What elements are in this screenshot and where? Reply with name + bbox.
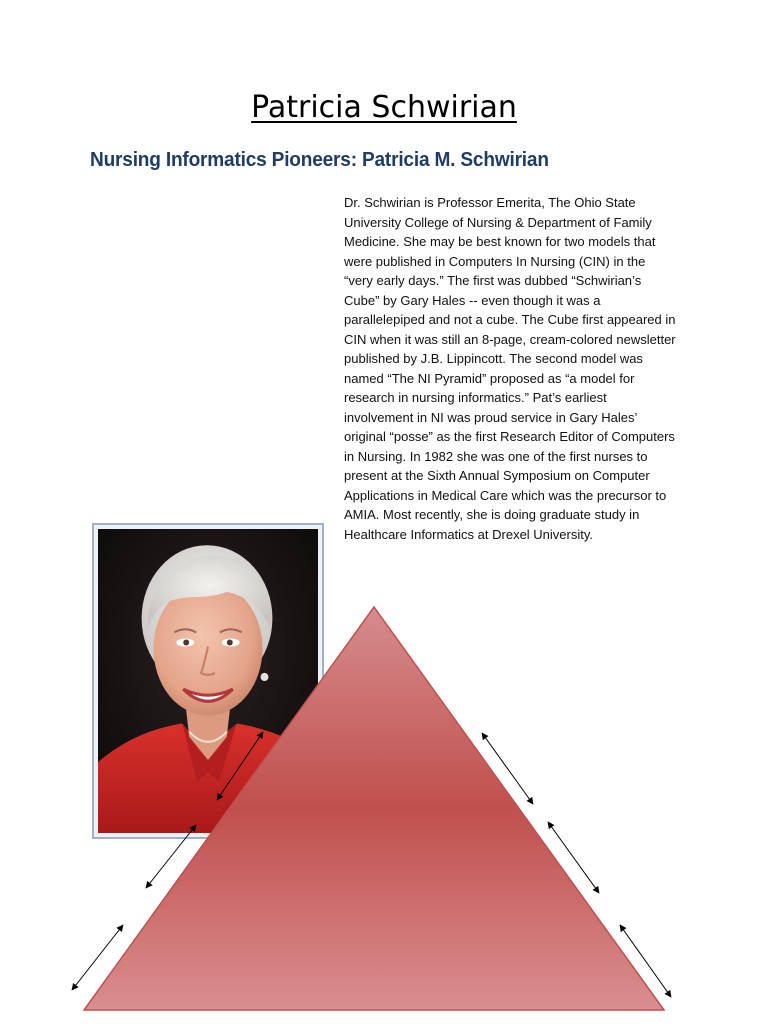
page-title: Patricia Schwirian	[251, 90, 517, 125]
article-subtitle: Nursing Informatics Pioneers: Patricia M. Schwirian	[90, 148, 549, 171]
biography-text: Dr. Schwirian is Professor Emerita, The Ohio State University College of Nursing & Department of Family Medicine. She may be best known for two models that were published in Computers In Nursing (CIN) in the “very early days.” The first was dubbed “Schwirian’s Cube” by Gary Hales -- even though it was a parallelepiped and not a cube. The Cube first appeared in CIN when it was still an 8-page, cream-colored newsletter published by J.B. Lippincott. The second model was named “The NI Pyramid” proposed as “a model for research in nursing informatics.” Pat’s earliest involvement in NI was proud service in Gary Hales’ original “posse” as the first Research Editor of Computers in Nursing. In 1982 she was one of the first nurses to present at the Sixth Annual Symposium on Computer Applications in Medical Care which was the precursor to AMIA. Most recently, she is doing graduate study in Healthcare Informatics at Drexel University.	[344, 195, 676, 542]
pyramid-triangle	[84, 607, 664, 1010]
